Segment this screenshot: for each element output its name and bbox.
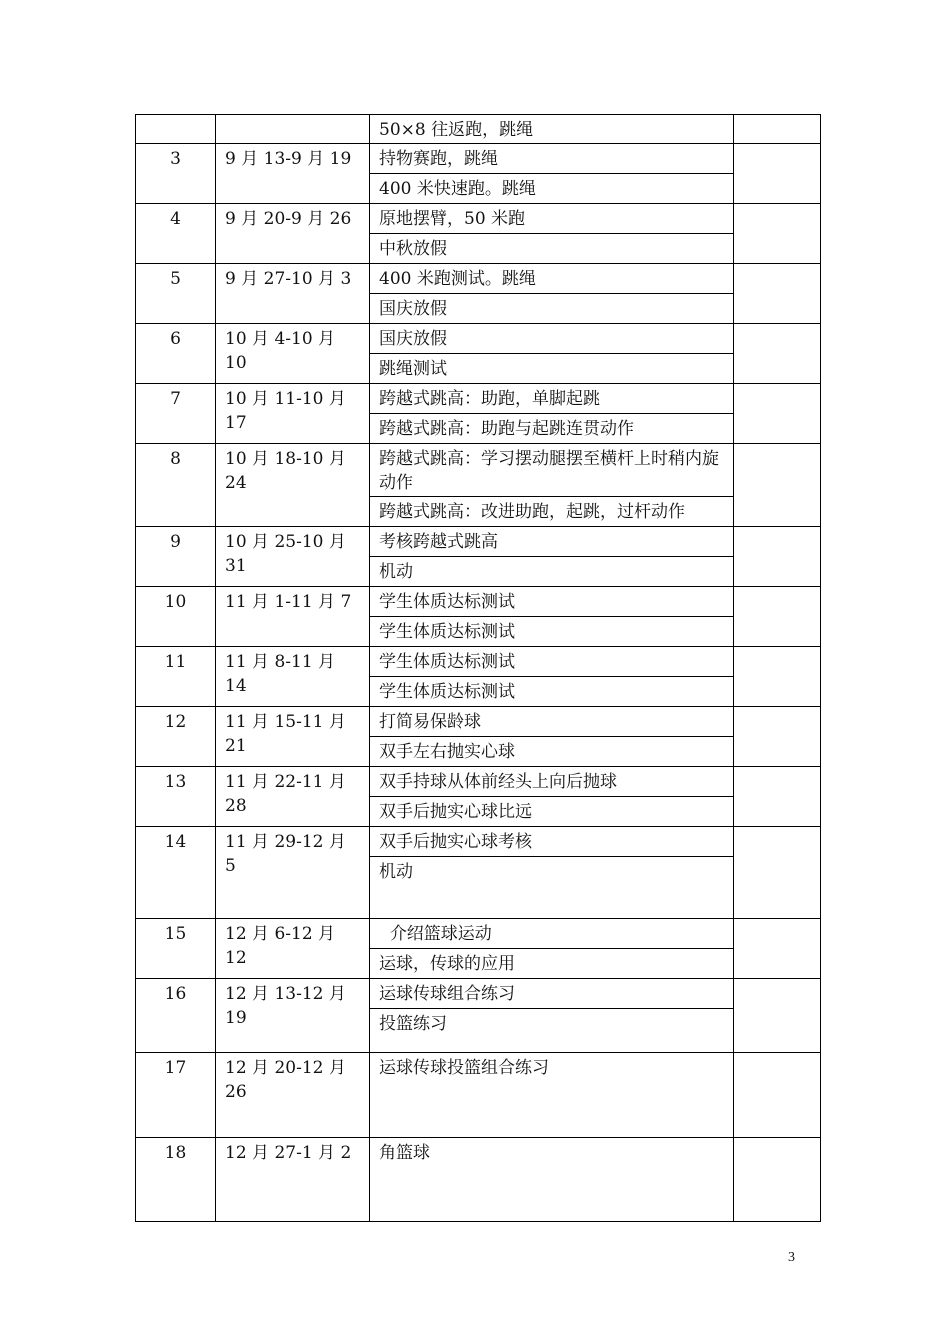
date-range: 12 月 6-12 月 12	[216, 919, 370, 979]
lesson-item: 介绍篮球运动	[379, 924, 492, 944]
table-row	[136, 1053, 821, 1138]
table-row	[136, 1138, 821, 1222]
table-row	[136, 115, 821, 144]
lesson-item: 运球，传球的应用	[370, 948, 733, 978]
lesson-content	[370, 444, 734, 527]
lesson-item: 运球传球组合练习	[379, 984, 515, 1004]
table-row	[136, 707, 821, 767]
date-range: 12 月 20-12 月 26	[216, 1053, 370, 1138]
week-number: 4	[136, 204, 216, 264]
lesson-item: 双手后抛实心球考核	[379, 832, 532, 852]
lesson-content	[370, 1053, 734, 1138]
date-range: 11 月 22-11 月 28	[216, 767, 370, 827]
date-range: 10 月 25-10 月 31	[216, 527, 370, 587]
lesson-content	[370, 1138, 734, 1222]
lesson-content	[370, 827, 734, 919]
lesson-item: 跨越式跳高：改进助跑，起跳，过杆动作	[370, 496, 733, 526]
date-range: 10 月 18-10 月 24	[216, 444, 370, 527]
week-number: 10	[136, 587, 216, 647]
lesson-item: 学生体质达标测试	[379, 592, 515, 612]
schedule-table	[135, 114, 821, 1222]
lesson-content	[370, 115, 734, 144]
date-range: 12 月 27-1 月 2	[216, 1138, 370, 1222]
week-number: 15	[136, 919, 216, 979]
lesson-content	[370, 919, 734, 979]
lesson-item: 400 米快速跑。跳绳	[370, 173, 733, 203]
page-number: 3	[788, 1250, 795, 1265]
week-number: 5	[136, 264, 216, 324]
date-range	[216, 115, 370, 144]
remarks-cell	[734, 979, 821, 1053]
lesson-item: 跨越式跳高：助跑，单脚起跳	[379, 389, 600, 409]
lesson-item: 运球传球投篮组合练习	[379, 1058, 549, 1078]
table-row	[136, 647, 821, 707]
table-row	[136, 587, 821, 647]
remarks-cell	[734, 1138, 821, 1222]
table-row	[136, 264, 821, 324]
date-range: 11 月 15-11 月 21	[216, 707, 370, 767]
lesson-item: 跨越式跳高：学习摆动腿摆至横杆上时稍内旋动作	[379, 449, 719, 493]
lesson-item: 跨越式跳高：助跑与起跳连贯动作	[370, 413, 733, 443]
date-range: 11 月 8-11 月 14	[216, 647, 370, 707]
table-row	[136, 384, 821, 444]
lesson-item: 学生体质达标测试	[379, 652, 515, 672]
week-number: 14	[136, 827, 216, 919]
table-row	[136, 767, 821, 827]
lesson-item: 50×8 往返跑，跳绳	[379, 120, 534, 140]
week-number: 17	[136, 1053, 216, 1138]
lesson-content	[370, 264, 734, 324]
lesson-item: 学生体质达标测试	[370, 616, 733, 646]
lesson-content	[370, 144, 734, 204]
week-number: 13	[136, 767, 216, 827]
table-row	[136, 144, 821, 204]
table-row	[136, 919, 821, 979]
table-row	[136, 324, 821, 384]
remarks-cell	[734, 587, 821, 647]
lesson-item: 双手持球从体前经头上向后抛球	[379, 772, 617, 792]
remarks-cell	[734, 324, 821, 384]
date-range: 12 月 13-12 月 19	[216, 979, 370, 1053]
lesson-item: 国庆放假	[379, 329, 447, 349]
lesson-content	[370, 707, 734, 767]
lesson-item: 原地摆臂，50 米跑	[379, 209, 526, 229]
lesson-item: 中秋放假	[370, 233, 733, 263]
remarks-cell	[734, 204, 821, 264]
lesson-content	[370, 204, 734, 264]
remarks-cell	[734, 384, 821, 444]
lesson-content	[370, 587, 734, 647]
week-number: 9	[136, 527, 216, 587]
remarks-cell	[734, 919, 821, 979]
lesson-item: 持物赛跑，跳绳	[379, 149, 498, 169]
lesson-item: 考核跨越式跳高	[379, 532, 498, 552]
lesson-item: 机动	[370, 856, 733, 918]
remarks-cell	[734, 707, 821, 767]
date-range: 9 月 27-10 月 3	[216, 264, 370, 324]
remarks-cell	[734, 115, 821, 144]
week-number: 7	[136, 384, 216, 444]
table-row	[136, 204, 821, 264]
lesson-content	[370, 767, 734, 827]
table-row	[136, 527, 821, 587]
remarks-cell	[734, 144, 821, 204]
remarks-cell	[734, 827, 821, 919]
lesson-item: 机动	[370, 556, 733, 586]
week-number: 6	[136, 324, 216, 384]
lesson-item: 400 米跑测试。跳绳	[379, 269, 536, 289]
date-range: 10 月 11-10 月 17	[216, 384, 370, 444]
date-range: 11 月 1-11 月 7	[216, 587, 370, 647]
week-number: 11	[136, 647, 216, 707]
table-row	[136, 444, 821, 527]
lesson-content	[370, 527, 734, 587]
lesson-content	[370, 647, 734, 707]
remarks-cell	[734, 444, 821, 527]
schedule-body	[136, 115, 821, 1222]
remarks-cell	[734, 1053, 821, 1138]
date-range: 11 月 29-12 月 5	[216, 827, 370, 919]
date-range: 9 月 13-9 月 19	[216, 144, 370, 204]
lesson-item: 投篮练习	[370, 1008, 733, 1052]
lesson-content	[370, 384, 734, 444]
week-number: 12	[136, 707, 216, 767]
table-row	[136, 979, 821, 1053]
remarks-cell	[734, 264, 821, 324]
lesson-item: 打简易保龄球	[379, 712, 481, 732]
lesson-item: 角篮球	[379, 1143, 430, 1163]
table-row	[136, 827, 821, 919]
week-number: 18	[136, 1138, 216, 1222]
week-number: 8	[136, 444, 216, 527]
week-number: 3	[136, 144, 216, 204]
remarks-cell	[734, 527, 821, 587]
lesson-content	[370, 324, 734, 384]
date-range: 9 月 20-9 月 26	[216, 204, 370, 264]
lesson-item: 国庆放假	[370, 293, 733, 323]
lesson-content	[370, 979, 734, 1053]
week-number: 16	[136, 979, 216, 1053]
date-range: 10 月 4-10 月 10	[216, 324, 370, 384]
lesson-item: 跳绳测试	[370, 353, 733, 383]
remarks-cell	[734, 767, 821, 827]
lesson-item: 学生体质达标测试	[370, 676, 733, 706]
remarks-cell	[734, 647, 821, 707]
lesson-item: 双手左右抛实心球	[370, 736, 733, 766]
lesson-item: 双手后抛实心球比远	[370, 796, 733, 826]
week-number	[136, 115, 216, 144]
